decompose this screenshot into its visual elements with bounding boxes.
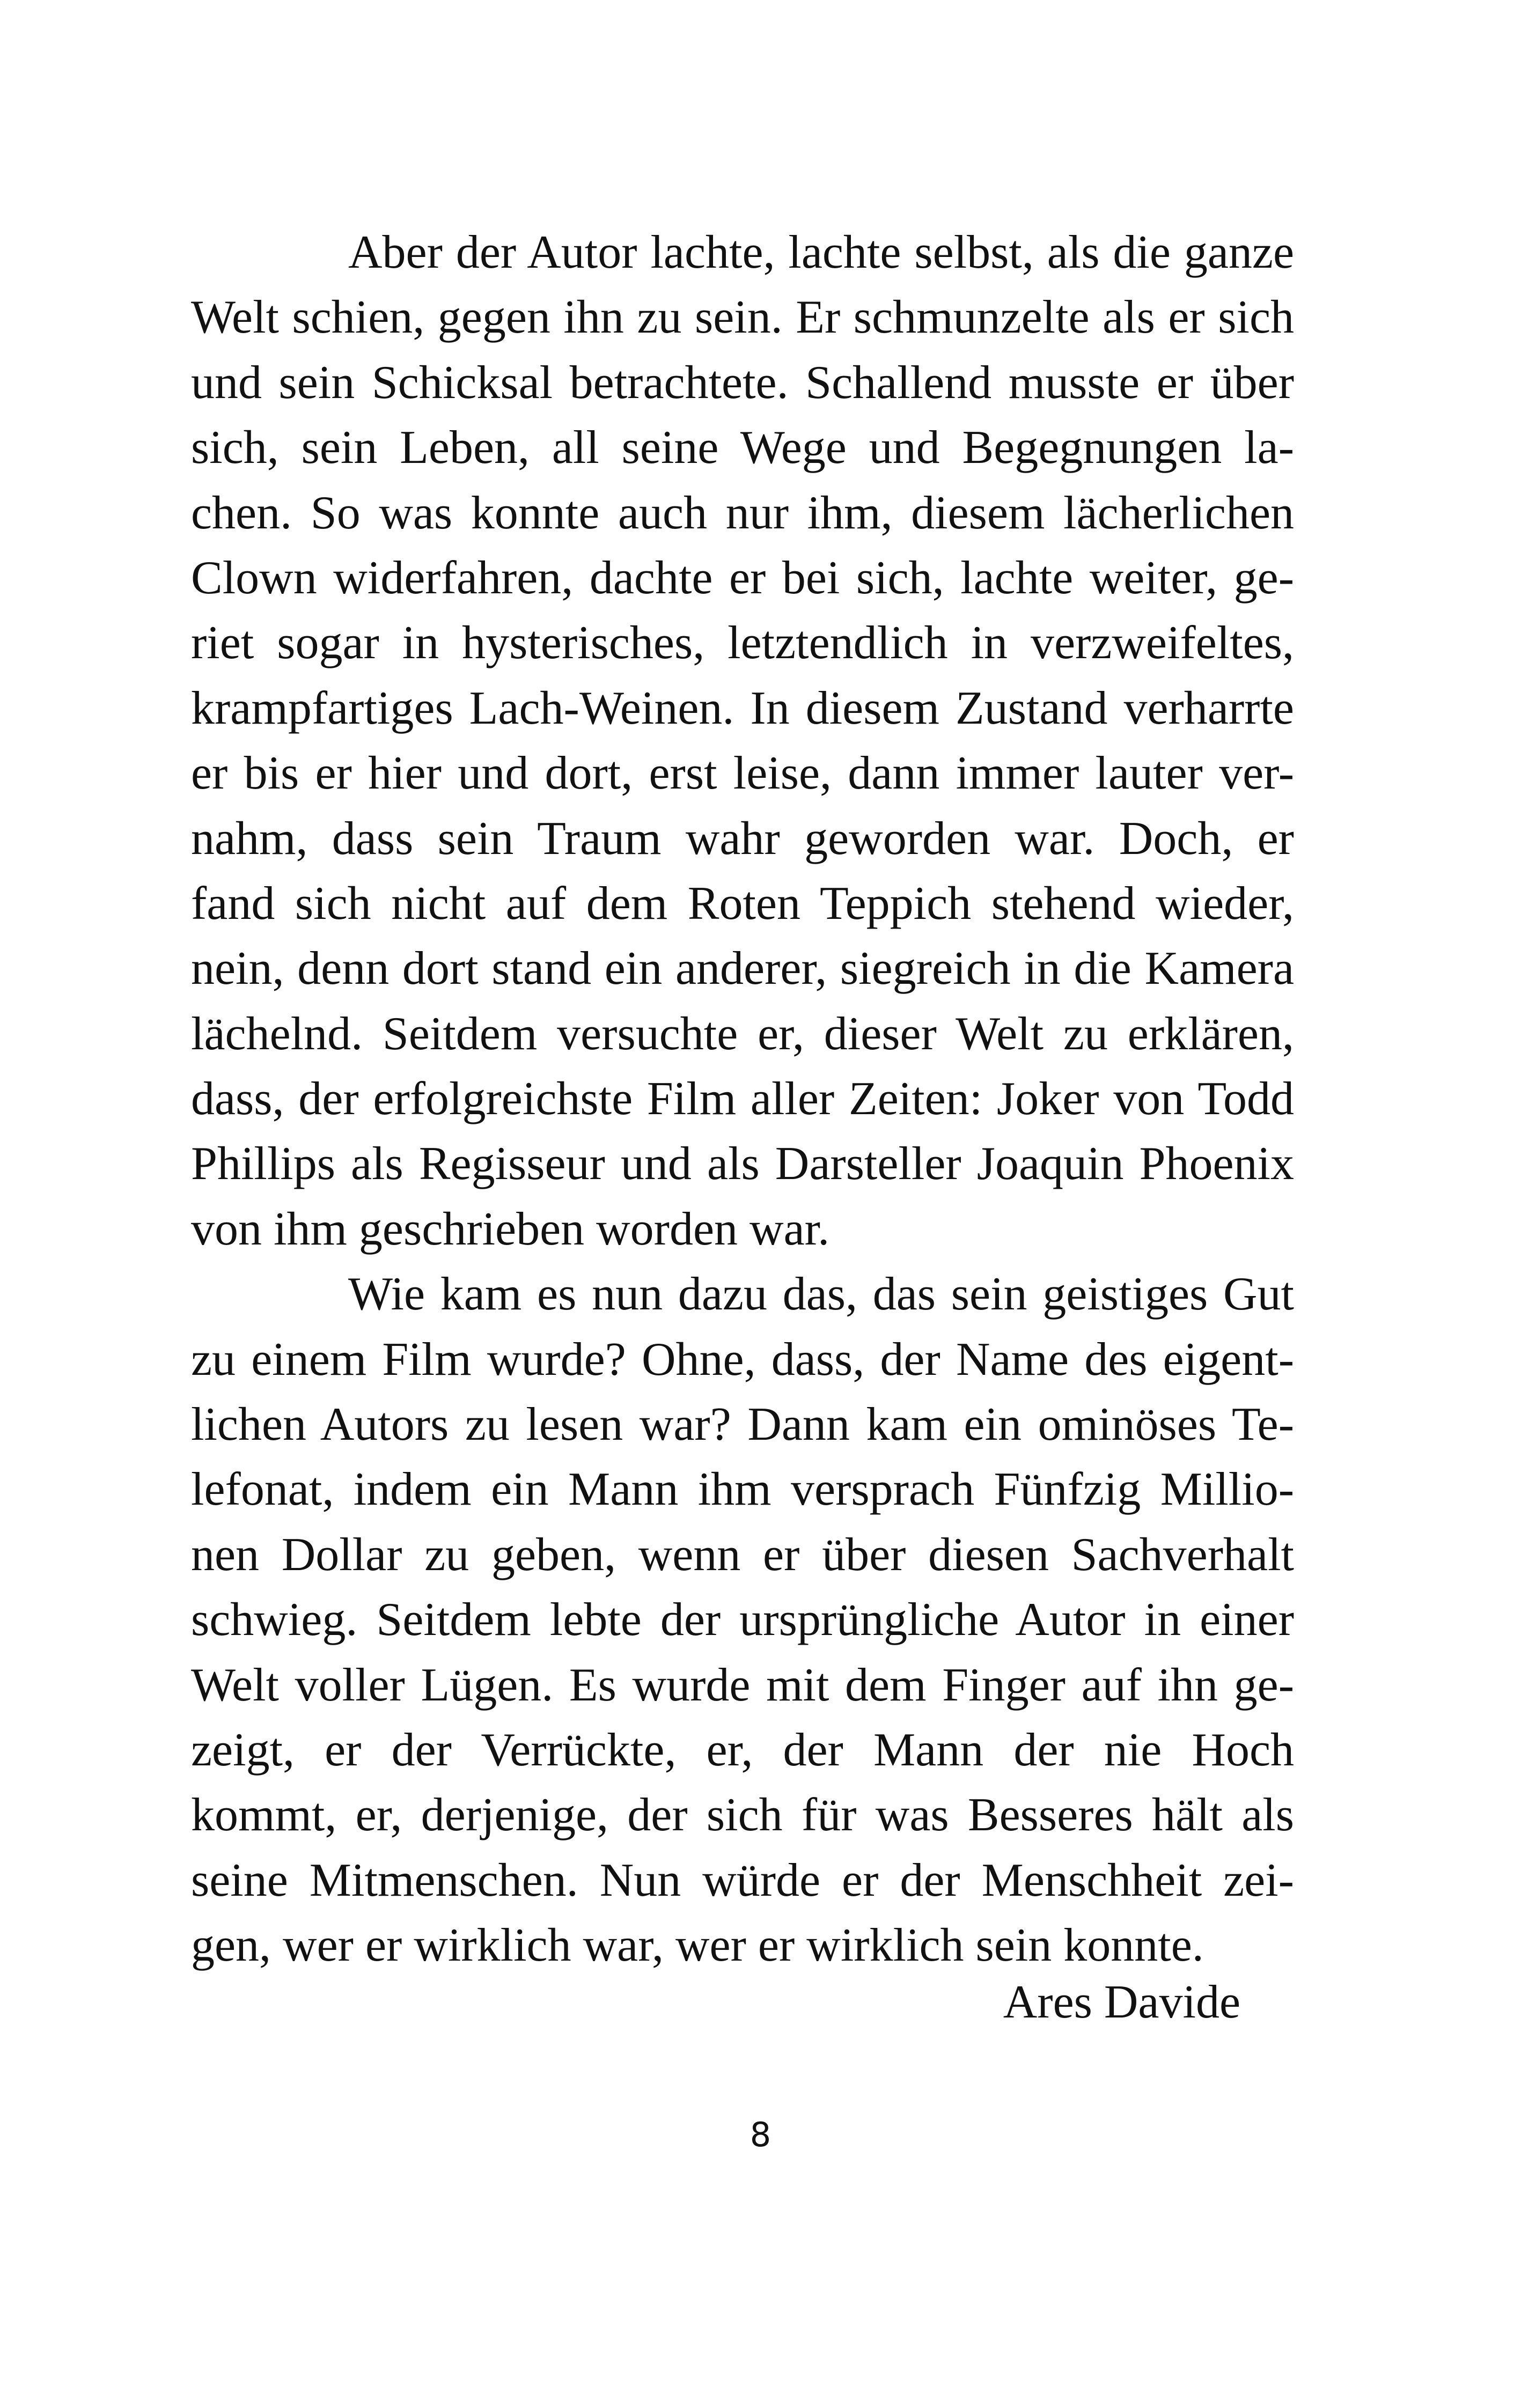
- paragraph-1-line-9: er bis er hier und dort, erst leise, dann immer lauter ver-: [191, 747, 1294, 800]
- paragraph-1-line-2: Welt schien, gegen ihn zu sein. Er schmunzelte als er sich: [191, 291, 1294, 344]
- paragraph-1-line-12: nein, denn dort stand ein anderer, siegreich in die Kamera: [191, 942, 1294, 995]
- paragraph-2-line-2: zu einem Film wurde? Ohne, dass, der Name des eigent-: [191, 1333, 1294, 1386]
- paragraph-2-line-8: zeigt, er der Verrückte, er, der Mann der nie Hoch: [191, 1724, 1294, 1776]
- paragraph-2-line-9: kommt, er, derjenige, der sich für was Besseres hält als: [191, 1789, 1294, 1842]
- paragraph-2-line-5: nen Dollar zu geben, wenn er über diesen Sachverhalt: [191, 1528, 1294, 1581]
- paragraph-1-line-7: riet sogar in hysterisches, letztendlich in verzweifeltes,: [191, 617, 1294, 669]
- paragraph-1-line-13: lächelnd. Seitdem versuchte er, dieser Welt zu erklären,: [191, 1007, 1294, 1060]
- paragraph-1-line-4: sich, sein Leben, all seine Wege und Begegnungen la-: [191, 422, 1294, 474]
- paragraph-2-line-6: schwieg. Seitdem lebte der ursprüngliche Autor in einer: [191, 1594, 1294, 1646]
- paragraph-1-line-6: Clown widerfahren, dachte er bei sich, lachte weiter, ge-: [191, 551, 1294, 604]
- paragraph-2-line-3: lichen Autors zu lesen war? Dann kam ein ominöses Te-: [191, 1398, 1294, 1451]
- paragraph-1-line-1: Aber der Autor lachte, lachte selbst, als die ganze: [348, 226, 1294, 278]
- paragraph-1-line-11: fand sich nicht auf dem Roten Teppich stehend wieder,: [191, 877, 1294, 930]
- paragraph-1-line-16: von ihm geschrieben worden war.: [191, 1203, 830, 1255]
- paragraph-1-line-5: chen. So was konnte auch nur ihm, diesem lächerlichen: [191, 487, 1294, 539]
- paragraph-2-line-1: Wie kam es nun dazu das, das sein geistiges Gut: [348, 1268, 1294, 1321]
- paragraph-1-line-3: und sein Schicksal betrachtete. Schallend musste er über: [191, 356, 1294, 409]
- body-text: [191, 220, 1294, 1978]
- paragraph-1-line-14: dass, der erfolgreichste Film aller Zeiten: Joker von Todd: [191, 1073, 1294, 1125]
- author-signature: Ares Davide: [1003, 1976, 1240, 2028]
- paragraph-2-line-7: Welt voller Lügen. Es wurde mit dem Finger auf ihn ge-: [191, 1659, 1294, 1711]
- paragraph-2-line-10: seine Mitmenschen. Nun würde er der Menschheit zei-: [191, 1854, 1294, 1906]
- paragraph-2-line-11: gen, wer er wirklich war, wer er wirklich sein konnte.: [191, 1919, 1204, 1972]
- paragraph-1-line-8: krampfartiges Lach-Weinen. In diesem Zustand verharrte: [191, 682, 1294, 734]
- page-number: 8: [750, 2115, 771, 2154]
- paragraph-1-line-15: Phillips als Regisseur und als Darsteller Joaquin Phoenix: [191, 1138, 1294, 1190]
- paragraph-2-line-4: lefonat, indem ein Mann ihm versprach Fünfzig Millio-: [191, 1463, 1294, 1516]
- paragraph-1-line-10: nahm, dass sein Traum wahr geworden war. Doch, er: [191, 812, 1294, 865]
